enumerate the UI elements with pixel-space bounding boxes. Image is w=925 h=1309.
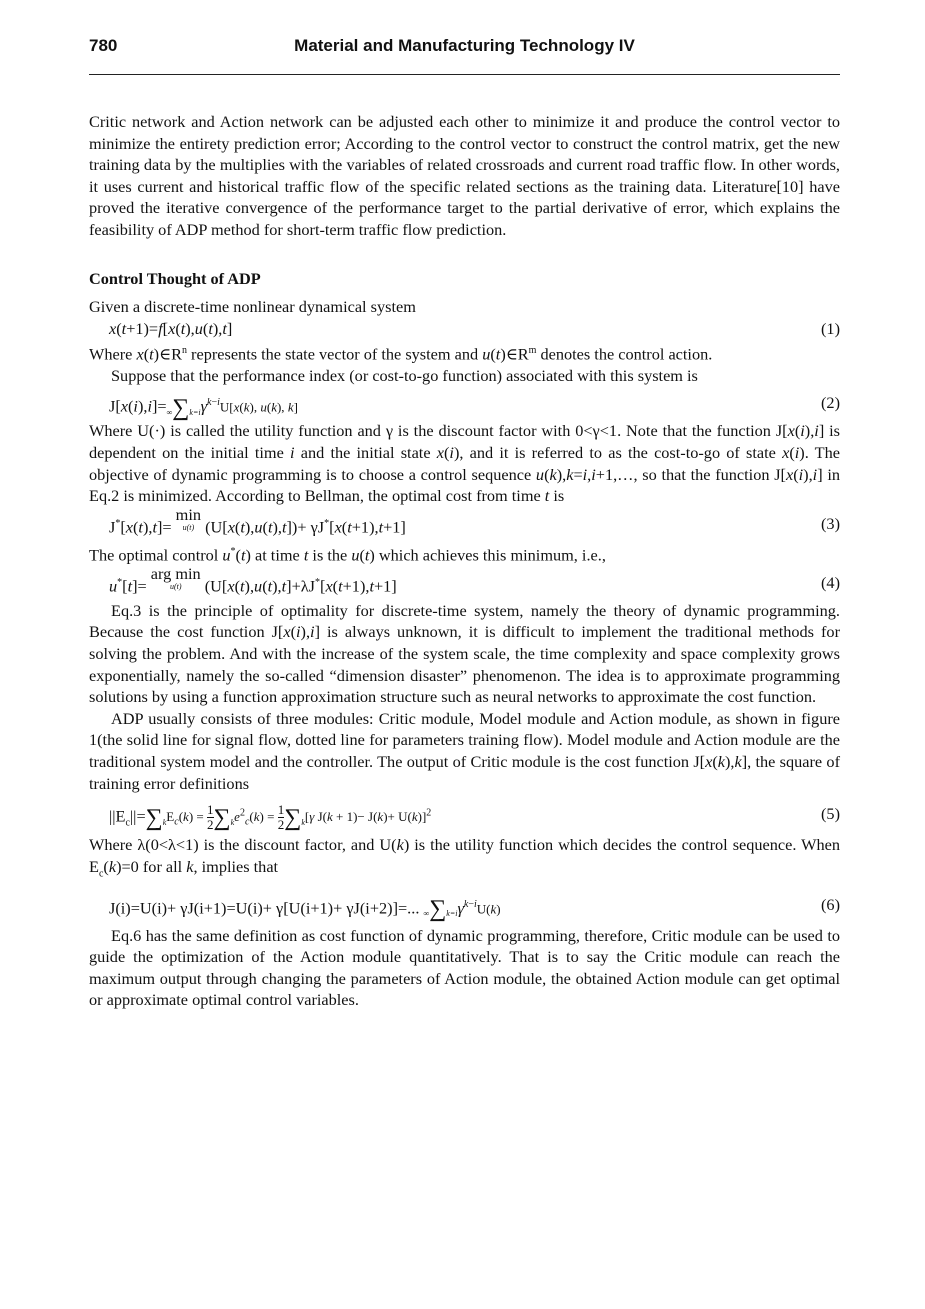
equation-4 — [89, 563, 840, 600]
equation-1-body: x(t+1)=f[x(t),u(t),t] — [109, 318, 233, 338]
equation-1 — [89, 318, 840, 340]
equation-6-body: J(i)=U(i)+ γJ(i+1)=U(i)+ γ[U(i+1)+ γJ(i+2)]=... $\infty\sum k=i\gamma^{k-i}U(k)$ — [109, 896, 501, 923]
paragraph-modules: ADP usually consists of three modules: Critic module, Model module and Action module, as shown in figure 1(the solid line for signal flow, dotted line for parameters training flow). Model module and Action module are the traditional system model and the controller. The output of Critic module is the cost function J[x(k),k], the square of training error definitions — [89, 708, 840, 793]
equation-2-number: (2) — [821, 393, 840, 413]
equation-1-number: (1) — [821, 318, 840, 338]
equation-3 — [89, 504, 840, 541]
page-number: 780 — [89, 36, 118, 55]
equation-2 — [89, 386, 840, 420]
paragraph-intro: Critic network and Action network can be adjusted each other to minimize it and produce the control vector to minimize the entirety prediction error; According to the control vector to construct the control matrix, get the new training data by the multiplies with the variables of related crossroads and current road traffic flow. In other words, it uses current and historical traffic flow of the specific related sections as the training data. Literature[10] have proved the iterative convergence of the performance target to the partial derivative of error, which explains the feasibility of ADP method for short-term traffic flow prediction. — [89, 112, 840, 239]
paragraph-eq3: Eq.3 is the principle of optimality for discrete-time system, namely the theory of dynamic programming. Because the cost function J[x(i),i] is always unknown, it is difficult to implement the traditional methods for solving the problem. And with the increase of the system scale, the time complexity and space complexity grows exponentially, namely the so-called “dimension disaster” phenomenon. The idea is to approximate programming solutions by using a function approximation structure such as neural networks to approximate the cost function. — [89, 600, 840, 707]
journal-title: Material and Manufacturing Technology IV — [294, 36, 635, 55]
equation-5-body: $||E_c||=\sum kE_c(k)$ = $\frac{1}{2}$ $\sum ke^2_c(k)$ = $\frac{1}{2}$ ∑k[γ J(k + 1)− J(k)+ U(k)]$^2$ — [109, 802, 432, 833]
section-title: Control Thought of ADP — [89, 268, 261, 288]
paragraph-utility: Where U(·) is called the utility function and γ is the discount factor with 0<γ<1. Note that the function J[x(i),i] is dependent on the initial time i and the initial state x(i), and it is referred to as the cost-to-go of state x(i). The objective of dynamic programming is to choose a control sequence u(k),k=i,i+1,…, so that the function J[x(i),i] in Eq.2 is minimized. According to Bellman, the optimal cost from time t is — [89, 421, 840, 506]
equation-4-body: u*[t]= arg min u(t) (U[x(t),u(t),t]+λJ*[x(t+1),t+1] — [109, 563, 397, 596]
equation-6 — [89, 885, 840, 925]
paragraph-suppose: Suppose that the performance index (or cost-to-go function) associated with this system is — [111, 365, 698, 385]
paragraph-optimal-control: The optimal control u*(t) at time t is the u(t) which achieves this minimum, i.e., — [89, 545, 606, 565]
header-rule — [89, 74, 840, 75]
equation-3-number: (3) — [821, 513, 840, 533]
equation-4-number: (4) — [821, 572, 840, 592]
paragraph-where-state: Where $x(t)\in R^n$ represents the state vector of the system and $u(t)\in R^m$ denotes the control action. — [89, 344, 713, 364]
paragraph-eq6: Eq.6 has the same definition as cost function of dynamic programming, therefore, Critic module can be used to guide the optimization of the Action module quantitatively. That is to say the Critic module can reach the maximum output through changing the parameters of Action module, the obtained Action module can get optimal or approximate optimal control variables. — [89, 925, 840, 1010]
paragraph-where-lambda: Where λ(0<λ<1) is the discount factor, and U(k) is the utility function which decides the control sequence. When $E_c(k)=0$ for all k, implies that — [89, 835, 840, 879]
equation-6-number: (6) — [821, 894, 840, 914]
page-header — [89, 36, 840, 76]
equation-2-body: $J[x(i),i]=\infty\sum k=i\gamma^{k-i}U[x(k)$, u(k), k] — [109, 395, 298, 422]
equation-5 — [89, 794, 840, 834]
paragraph-given: Given a discrete-time nonlinear dynamical system — [89, 297, 416, 317]
article-body — [89, 111, 840, 1011]
equation-3-body: J*[x(t),t]= min u(t) (U[x(t),u(t),t])+ γJ*[x(t+1),t+1] — [109, 504, 406, 537]
equation-5-number: (5) — [821, 804, 840, 824]
